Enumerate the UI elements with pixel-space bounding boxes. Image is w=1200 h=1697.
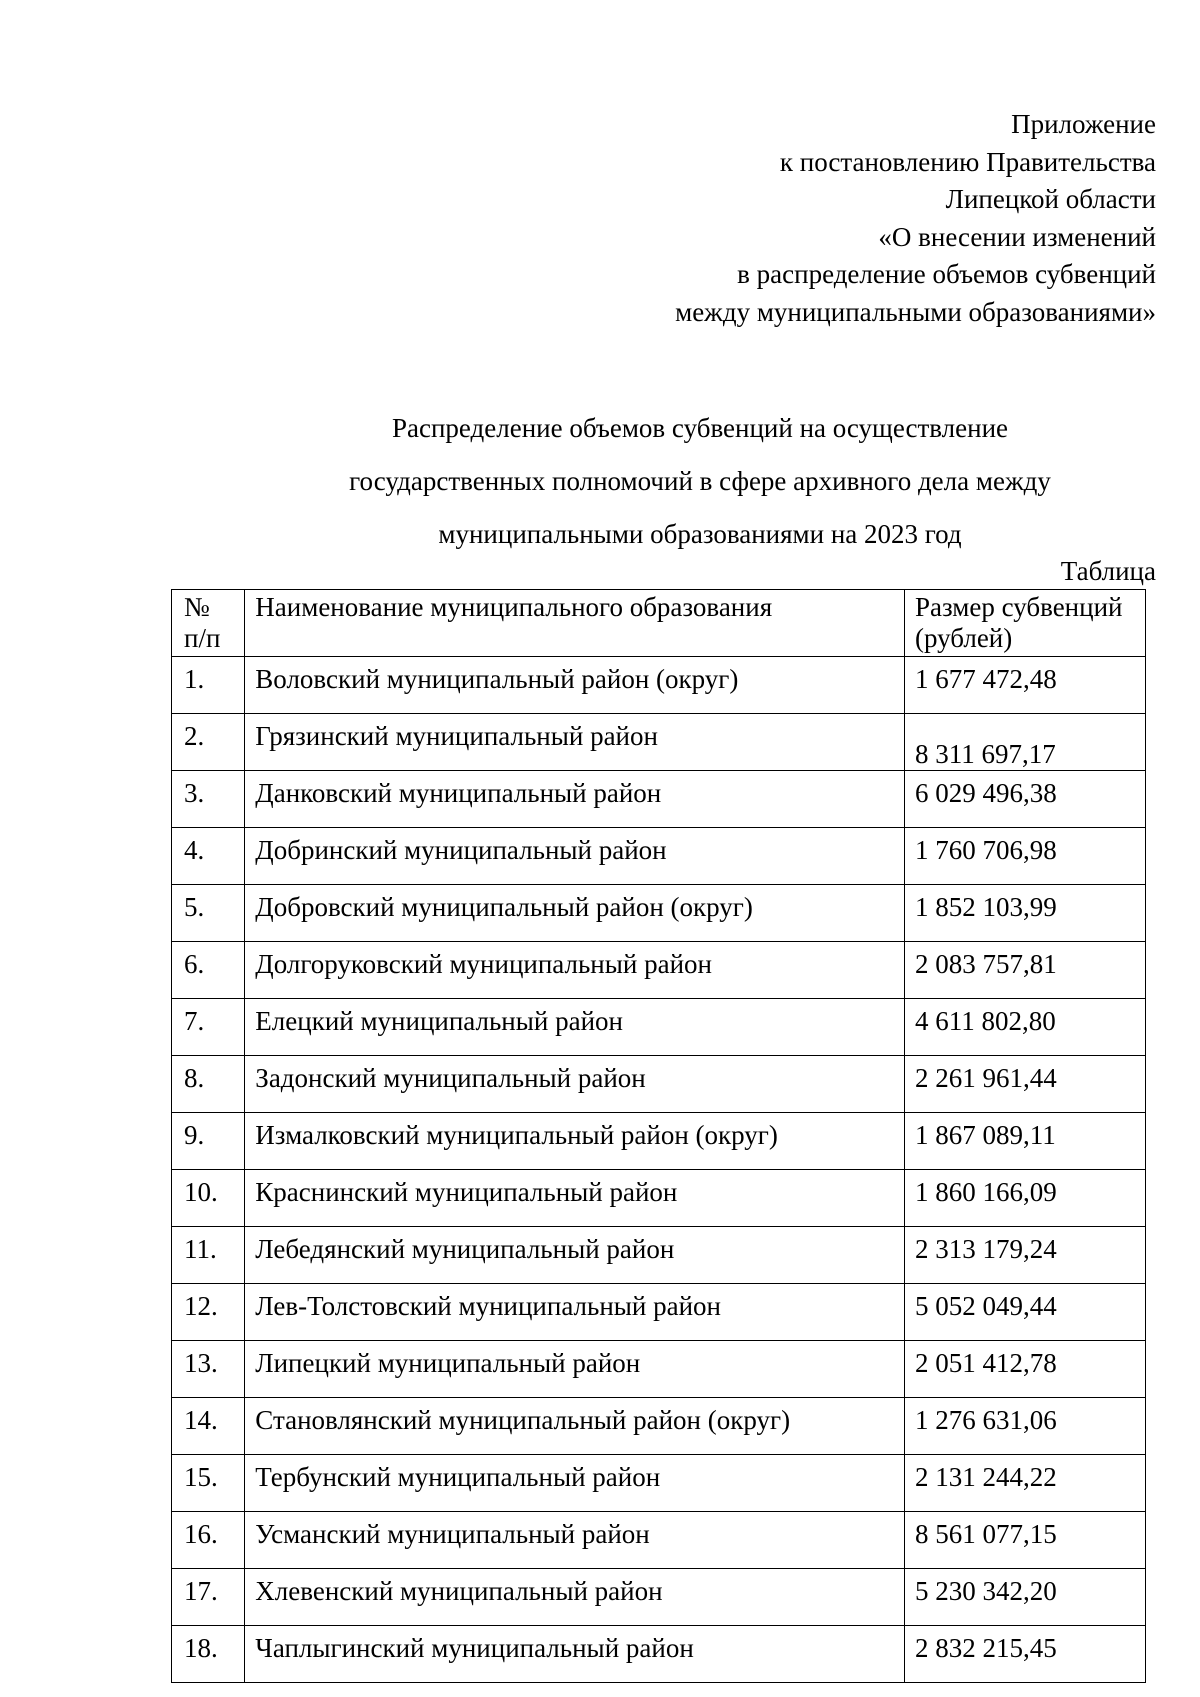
document-title: [150, 402, 1200, 561]
municipality-name-cell: Липецкий муниципальный район: [245, 1341, 905, 1398]
subsidy-amount-cell: 2 083 757,81: [905, 942, 1146, 999]
row-number-cell: 18.: [172, 1626, 245, 1683]
title-line: государственных полномочий в сфере архивного дела между: [349, 466, 1051, 496]
table-row: [172, 1113, 1146, 1170]
municipality-name-cell: Задонский муниципальный район: [245, 1056, 905, 1113]
table-row: [172, 1056, 1146, 1113]
subsidy-amount-cell: 8 311 697,17: [905, 714, 1146, 771]
table-row: [172, 1341, 1146, 1398]
title-line: Распределение объемов субвенций на осуществление: [391, 413, 1009, 443]
column-header-num: № п/п: [172, 590, 245, 657]
header-line: в распределение объемов субвенций: [737, 259, 1156, 289]
subsidy-amount-cell: 5 230 342,20: [905, 1569, 1146, 1626]
row-number-cell: 14.: [172, 1398, 245, 1455]
row-number-cell: 12.: [172, 1284, 245, 1341]
municipality-name-cell: Усманский муниципальный район: [245, 1512, 905, 1569]
table-row: [172, 828, 1146, 885]
table-row: [172, 999, 1146, 1056]
table-row: [172, 1455, 1146, 1512]
row-number-cell: 1.: [172, 657, 245, 714]
row-number-cell: 3.: [172, 771, 245, 828]
header-line: Липецкой области: [945, 184, 1156, 214]
row-number-cell: 2.: [172, 714, 245, 771]
row-number-cell: 16.: [172, 1512, 245, 1569]
table-row: [172, 714, 1146, 771]
table-row: [172, 1227, 1146, 1284]
row-number-cell: 10.: [172, 1170, 245, 1227]
header-line: к постановлению Правительства: [779, 146, 1156, 177]
appendix-header: [675, 106, 1156, 331]
table-header-row: [172, 590, 1146, 657]
row-number-cell: 13.: [172, 1341, 245, 1398]
subsidy-amount-cell: 5 052 049,44: [905, 1284, 1146, 1341]
table-row: [172, 657, 1146, 714]
row-number-cell: 7.: [172, 999, 245, 1056]
row-number-cell: 15.: [172, 1455, 245, 1512]
header-line: между муниципальными образованиями»: [675, 296, 1156, 327]
table-caption: Таблица: [1060, 556, 1156, 586]
table-row: [172, 1398, 1146, 1455]
table-row: [172, 942, 1146, 999]
header-line: Приложение: [1011, 109, 1156, 139]
subsidy-amount-cell: 1 760 706,98: [905, 828, 1146, 885]
subsidy-amount-cell: 1 860 166,09: [905, 1170, 1146, 1227]
subsidy-amount-cell: 8 561 077,15: [905, 1512, 1146, 1569]
municipality-name-cell: Елецкий муниципальный район: [245, 999, 905, 1056]
municipality-name-cell: Добровский муниципальный район (округ): [245, 885, 905, 942]
subsidy-amount-cell: 6 029 496,38: [905, 771, 1146, 828]
row-number-cell: 17.: [172, 1569, 245, 1626]
municipality-name-cell: Лев-Толстовский муниципальный район: [245, 1284, 905, 1341]
subsidy-amount-cell: 1 276 631,06: [905, 1398, 1146, 1455]
table-row: [172, 1284, 1146, 1341]
subsidy-amount-cell: 1 852 103,99: [905, 885, 1146, 942]
subsidy-amount-cell: 2 051 412,78: [905, 1341, 1146, 1398]
row-number-cell: 6.: [172, 942, 245, 999]
title-line: муниципальными образованиями на 2023 год: [438, 519, 962, 549]
municipality-name-cell: Измалковский муниципальный район (округ): [245, 1113, 905, 1170]
subsidy-amount-cell: 2 131 244,22: [905, 1455, 1146, 1512]
municipality-name-cell: Хлевенский муниципальный район: [245, 1569, 905, 1626]
column-header-amount: Размер субвенций (рублей): [905, 590, 1146, 657]
subsidy-amount-cell: 2 313 179,24: [905, 1227, 1146, 1284]
subsidy-amount-cell: 4 611 802,80: [905, 999, 1146, 1056]
table-row: [172, 1626, 1146, 1683]
row-number-cell: 8.: [172, 1056, 245, 1113]
column-header-name: Наименование муниципального образования: [245, 590, 905, 657]
row-number-cell: 9.: [172, 1113, 245, 1170]
municipality-name-cell: Данковский муниципальный район: [245, 771, 905, 828]
subsidy-amount-cell: 1 867 089,11: [905, 1113, 1146, 1170]
municipality-name-cell: Грязинский муниципальный район: [245, 714, 905, 771]
row-number-cell: 5.: [172, 885, 245, 942]
municipality-name-cell: Тербунский муниципальный район: [245, 1455, 905, 1512]
municipality-name-cell: Долгоруковский муниципальный район: [245, 942, 905, 999]
row-number-cell: 11.: [172, 1227, 245, 1284]
table-row: [172, 885, 1146, 942]
subsidy-amount-cell: 1 677 472,48: [905, 657, 1146, 714]
subsidy-amount-cell: 2 832 215,45: [905, 1626, 1146, 1683]
header-line: «О внесении изменений: [878, 221, 1156, 252]
table-row: [172, 1170, 1146, 1227]
table-row: [172, 1512, 1146, 1569]
municipality-name-cell: Воловский муниципальный район (округ): [245, 657, 905, 714]
table-row: [172, 1569, 1146, 1626]
subsidy-amount-cell: 2 261 961,44: [905, 1056, 1146, 1113]
municipality-name-cell: Краснинский муниципальный район: [245, 1170, 905, 1227]
municipality-name-cell: Чаплыгинский муниципальный район: [245, 1626, 905, 1683]
municipality-name-cell: Добринский муниципальный район: [245, 828, 905, 885]
subsidy-table: [171, 589, 1146, 1683]
municipality-name-cell: Лебедянский муниципальный район: [245, 1227, 905, 1284]
municipality-name-cell: Становлянский муниципальный район (округ): [245, 1398, 905, 1455]
table-row: [172, 771, 1146, 828]
row-number-cell: 4.: [172, 828, 245, 885]
